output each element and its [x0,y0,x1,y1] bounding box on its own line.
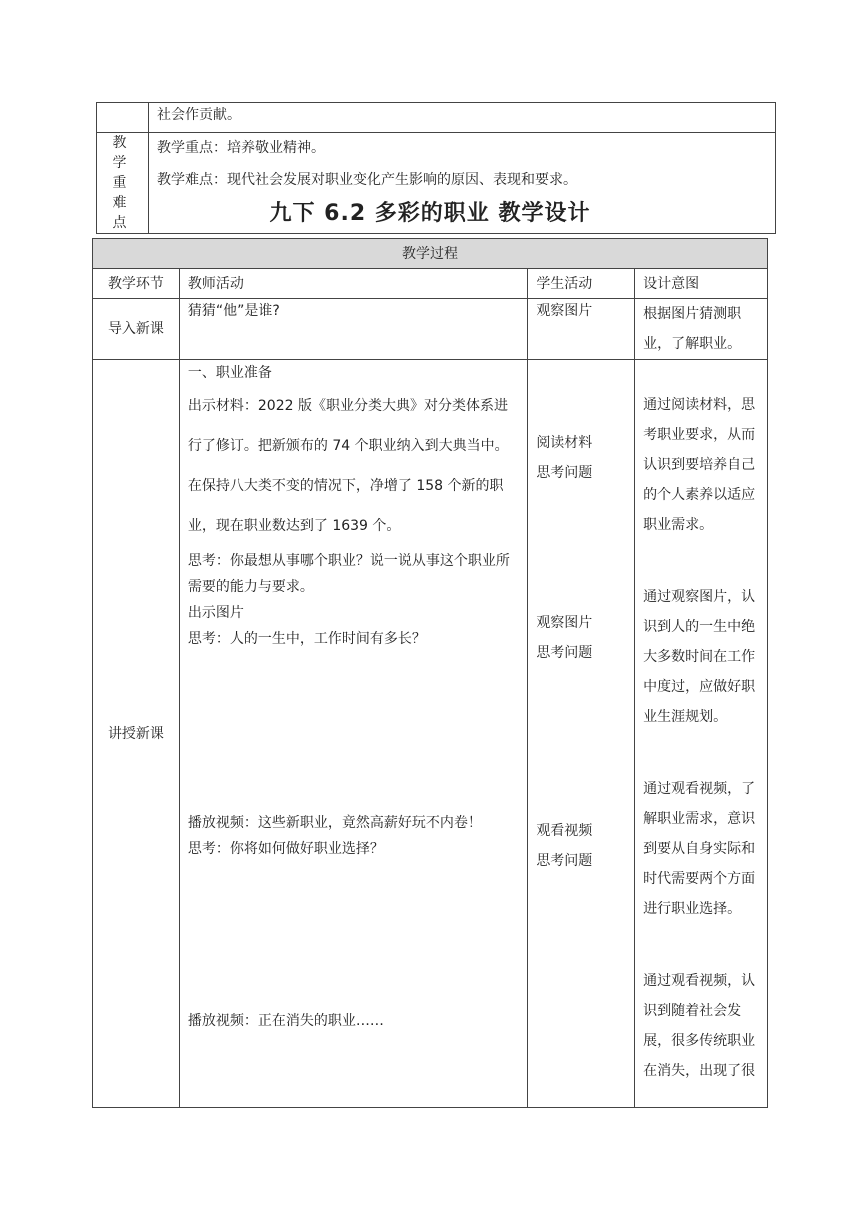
difficult-point-text: 教学难点：现代社会发展对职业变化产生影响的原因、表现和要求。 [157,172,577,188]
teacher-teach [179,360,527,1108]
student-teach [528,360,635,1108]
student-activity-2b: 思考问题 [536,645,593,661]
col-header-teacher: 教师活动 [179,269,527,299]
teacher-intro: 猜猜“他”是谁? [179,299,527,360]
page-title: 九下 6.2 多彩的职业 教学设计 [269,201,591,226]
objective-continuation-cell [149,103,776,133]
empty-label-cell [97,103,149,133]
think-question-3: 思考：你将如何做好职业选择？ [187,841,384,857]
col-header-stage: 教学环节 [93,269,180,299]
key-point-text: 教学重点：培养敬业精神。 [157,140,325,156]
intent-4: 通过观看视频，认识到随着社会发展，很多传统职业在消失，出现了很 [643,973,756,1079]
key-difficult-label: 教 学 重 难 点 [97,133,149,234]
intent-1: 通过阅读材料，思考职业要求，从而认识到要培养自己的个人素养以适应职业需求。 [643,397,756,533]
col-header-student: 学生活动 [528,269,635,299]
intent-2: 通过观察图片，认识到人的一生中绝大多数时间在工作中度过，应做好职业生涯规划。 [643,589,756,725]
intent-3: 通过观看视频，了解职业需求，意识到要从自身实际和时代需要两个方面进行职业选择。 [643,781,756,917]
think-question-2: 思考：人的一生中，工作时间有多长？ [187,631,426,647]
student-activity-3a: 观看视频 [536,823,593,839]
intent-teach [635,360,768,1108]
video-1-text: 播放视频：这些新职业，竟然高薪好玩不内卷！ [187,815,482,831]
process-header: 教学过程 [93,239,768,269]
student-activity-1a: 阅读材料 [536,435,593,451]
think-question-1: 思考：你最想从事哪个职业？说一说从事这个职业所需要的能力与要求。 [187,553,510,595]
intent-intro: 根据图片猜测职业，了解职业。 [635,299,768,360]
col-header-intent: 设计意图 [635,269,768,299]
show-picture-text: 出示图片 [187,605,244,621]
student-activity-3b: 思考问题 [536,853,593,869]
video-2-text: 播放视频：正在消失的职业…… [187,1013,384,1029]
objective-continuation-text: 社会作贡献。 [157,107,241,123]
student-activity-2a: 观察图片 [536,615,593,631]
stage-teach: 讲授新课 [93,360,180,1108]
student-intro: 观察图片 [528,299,635,360]
teaching-process-table [92,238,768,1108]
student-activity-1b: 思考问题 [536,465,593,481]
section-heading: 一、职业准备 [187,365,272,381]
material-text: 出示材料：2022 版《职业分类大典》对分类体系进行了修订。把新颁布的 74 个职业纳入到大典当中。在保持八大类不变的情况下，净增了 158 个新的职业，现在职业数达到了 1639 个。 [187,398,509,534]
stage-intro: 导入新课 [93,299,180,360]
